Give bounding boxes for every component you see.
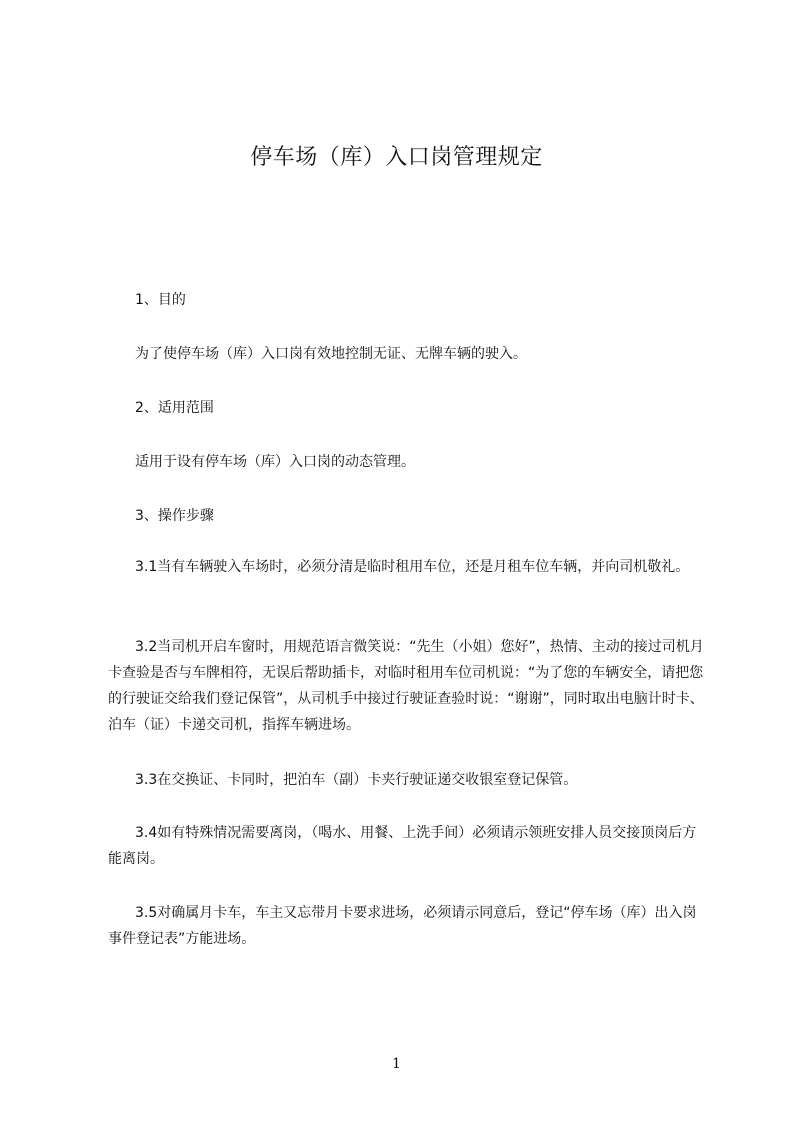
paragraph-3-5: 3.5对确属月卡车，车主又忘带月卡要求进场，必须请示同意后，登记“停车场（库）出入岗事件登记表”方能进场。 bbox=[108, 905, 697, 947]
page-number: 1 bbox=[392, 1056, 401, 1072]
section-1-heading: 1、目的 bbox=[135, 292, 186, 308]
paragraph-3-3: 3.3在交换证、卡同时，把泊车（副）卡夹行驶证递交收银室登记保管。 bbox=[135, 772, 578, 788]
section-2-heading: 2、适用范围 bbox=[135, 400, 214, 416]
document-title: 停车场（库）入口岗管理规定 bbox=[250, 145, 543, 170]
paragraph-3-2: 3.2当司机开启车窗时，用规范语言微笑说：“先生（小姐）您好”，热情、主动的接过司机月卡查验是否与车牌相符，无误后帮助插卡，对临时租用车位司机说：“为了您的车辆安全，请把您的行驶证交给我们登记保管”，从司机手中接过行驶证查验时说：“谢谢”，同时取出电脑计时卡、泊车（证）卡递交司机，指挥车辆进场。 bbox=[108, 639, 704, 733]
paragraph-3-4: 3.4如有特殊情况需要离岗，（喝水、用餐、上洗手间）必须请示领班安排人员交接顶岗后方能离岗。 bbox=[108, 825, 697, 867]
section-3-heading: 3、操作步骤 bbox=[135, 508, 214, 524]
paragraph-3-1: 3.1当有车辆驶入车场时，必须分清是临时租用车位，还是月租车位车辆，并向司机敬礼。 bbox=[135, 559, 690, 575]
section-1-text: 为了使停车场（库）入口岗有效地控制无证、无牌车辆的驶入。 bbox=[135, 346, 527, 362]
section-2-text: 适用于设有停车场（库）入口岗的动态管理。 bbox=[135, 454, 415, 470]
